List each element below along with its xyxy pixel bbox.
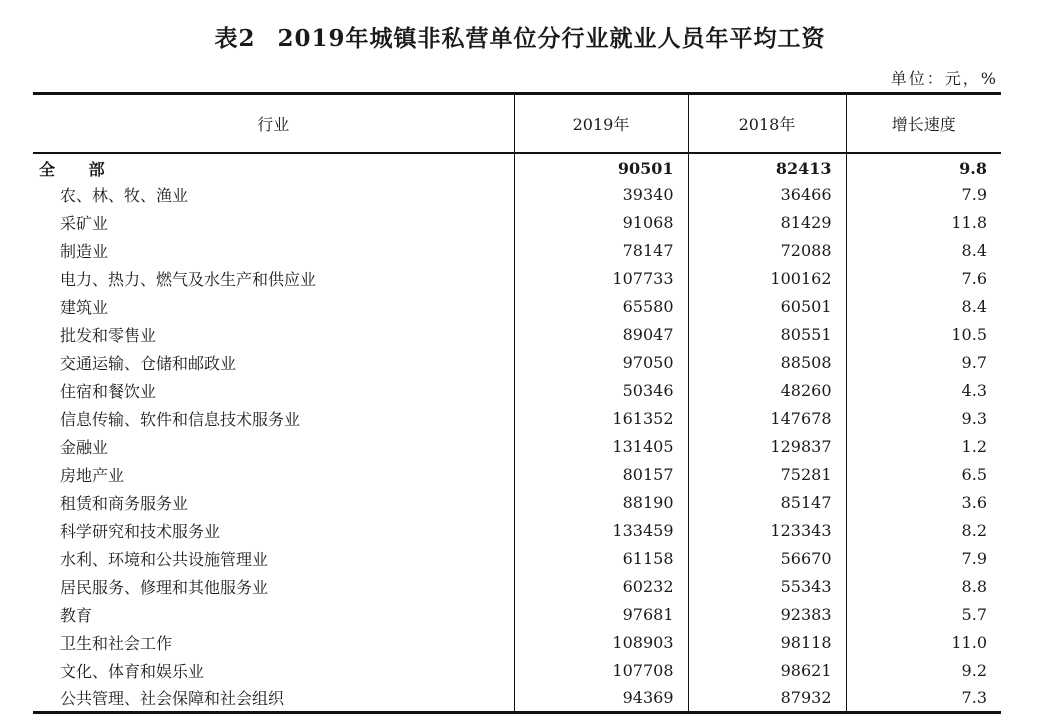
wage-2019-cell: 107708 [514, 657, 688, 685]
industry-cell: 信息传输、软件和信息技术服务业 [60, 410, 301, 429]
wage-2019-cell: 88190 [514, 489, 688, 517]
wage-2019-cell: 78147 [514, 237, 688, 265]
growth-cell: 11.0 [846, 629, 1001, 657]
growth-cell: 9.8 [846, 153, 1001, 181]
wage-2019-cell: 133459 [514, 517, 688, 545]
wage-2018-cell: 72088 [688, 237, 846, 265]
wage-2018-cell: 36466 [688, 181, 846, 209]
industry-cell: 制造业 [60, 242, 109, 261]
table-row [33, 489, 1001, 517]
growth-cell: 9.7 [846, 349, 1001, 377]
growth-cell: 8.2 [846, 517, 1001, 545]
industry-cell: 文化、体育和娱乐业 [60, 662, 205, 681]
wage-2018-cell: 56670 [688, 545, 846, 573]
growth-cell: 1.2 [846, 433, 1001, 461]
wage-2018-cell: 75281 [688, 461, 846, 489]
industry-cell: 水利、环境和公共设施管理业 [60, 550, 269, 569]
growth-cell: 7.9 [846, 545, 1001, 573]
total-row [33, 153, 1001, 181]
table-row [33, 573, 1001, 601]
header-2018: 2018年 [688, 94, 846, 153]
industry-cell: 电力、热力、燃气及水生产和供应业 [60, 270, 317, 289]
table-row [33, 237, 1001, 265]
industry-cell: 居民服务、修理和其他服务业 [60, 578, 269, 597]
industry-cell: 农、林、牧、渔业 [60, 186, 189, 205]
industry-cell: 公共管理、社会保障和社会组织 [33, 685, 514, 713]
wage-2019-cell: 61158 [514, 545, 688, 573]
wage-2019-cell: 60232 [514, 573, 688, 601]
wage-2019-cell: 50346 [514, 377, 688, 405]
header-row [33, 94, 1001, 153]
wage-2019-cell: 90501 [514, 153, 688, 181]
table-row [33, 209, 1001, 237]
table-row [33, 265, 1001, 293]
header-industry: 行业 [33, 94, 514, 153]
table-row [33, 405, 1001, 433]
industry-cell: 交通运输、仓储和邮政业 [60, 354, 237, 373]
wage-2018-cell: 88508 [688, 349, 846, 377]
table-row [33, 685, 1001, 713]
wage-2019-cell: 80157 [514, 461, 688, 489]
wage-2018-cell: 123343 [688, 517, 846, 545]
industry-cell: 卫生和社会工作 [60, 634, 173, 653]
wage-2019-cell: 91068 [514, 209, 688, 237]
wage-2018-cell: 87932 [688, 685, 846, 713]
growth-cell: 7.9 [846, 181, 1001, 209]
wage-2019-cell: 108903 [514, 629, 688, 657]
growth-cell: 10.5 [846, 321, 1001, 349]
wage-2018-cell: 60501 [688, 293, 846, 321]
wage-2019-cell: 161352 [514, 405, 688, 433]
table-row [33, 349, 1001, 377]
table-header [33, 94, 1001, 153]
industry-cell: 住宿和餐饮业 [60, 382, 157, 401]
wage-2018-cell: 48260 [688, 377, 846, 405]
growth-cell: 5.7 [846, 601, 1001, 629]
growth-cell: 9.2 [846, 657, 1001, 685]
wage-2018-cell: 98118 [688, 629, 846, 657]
growth-cell: 7.3 [846, 685, 1001, 713]
wage-2018-cell: 129837 [688, 433, 846, 461]
header-growth: 增长速度 [846, 94, 1001, 153]
growth-cell: 7.6 [846, 265, 1001, 293]
wage-2018-cell: 80551 [688, 321, 846, 349]
table-number: 表2 [214, 25, 256, 52]
industry-cell: 房地产业 [60, 466, 125, 485]
industry-cell: 批发和零售业 [60, 326, 157, 345]
growth-cell: 11.8 [846, 209, 1001, 237]
table-row [33, 657, 1001, 685]
table-row [33, 461, 1001, 489]
table-row [33, 433, 1001, 461]
wage-2019-cell: 97050 [514, 349, 688, 377]
unit-label: 单位：元，% [890, 69, 998, 88]
table-row [33, 517, 1001, 545]
table-row [33, 601, 1001, 629]
wage-2018-cell: 147678 [688, 405, 846, 433]
wage-2019-cell: 89047 [514, 321, 688, 349]
table-row [33, 545, 1001, 573]
wage-2018-cell: 82413 [688, 153, 846, 181]
industry-cell: 租赁和商务服务业 [60, 494, 189, 513]
wage-2019-cell: 65580 [514, 293, 688, 321]
industry-cell: 教育 [60, 606, 93, 625]
wage-2019-cell: 131405 [514, 433, 688, 461]
table-title [0, 20, 1040, 53]
growth-cell: 8.4 [846, 293, 1001, 321]
industry-cell: 金融业 [60, 438, 109, 457]
industry-cell: 科学研究和技术服务业 [60, 522, 221, 541]
header-2019: 2019年 [514, 94, 688, 153]
wage-2018-cell: 98621 [688, 657, 846, 685]
wage-2019-cell: 97681 [514, 601, 688, 629]
wage-2019-cell: 107733 [514, 265, 688, 293]
wage-2018-cell: 55343 [688, 573, 846, 601]
table-row [33, 181, 1001, 209]
wage-2019-cell: 94369 [514, 685, 688, 713]
table-body [33, 153, 1001, 713]
industry-cell: 建筑业 [60, 298, 109, 317]
growth-cell: 8.8 [846, 573, 1001, 601]
table-row [33, 321, 1001, 349]
table-title-text: 2019年城镇非私营单位分行业就业人员年平均工资 [277, 25, 826, 52]
growth-cell: 3.6 [846, 489, 1001, 517]
wage-table [33, 92, 1001, 714]
table-row [33, 377, 1001, 405]
growth-cell: 8.4 [846, 237, 1001, 265]
growth-cell: 4.3 [846, 377, 1001, 405]
wage-2018-cell: 100162 [688, 265, 846, 293]
wage-2018-cell: 92383 [688, 601, 846, 629]
table-row [33, 293, 1001, 321]
table-row [33, 629, 1001, 657]
industry-cell: 全 部 [39, 160, 119, 179]
industry-cell: 采矿业 [60, 214, 109, 233]
growth-cell: 6.5 [846, 461, 1001, 489]
wage-2018-cell: 85147 [688, 489, 846, 517]
growth-cell: 9.3 [846, 405, 1001, 433]
wage-2019-cell: 39340 [514, 181, 688, 209]
wage-2018-cell: 81429 [688, 209, 846, 237]
